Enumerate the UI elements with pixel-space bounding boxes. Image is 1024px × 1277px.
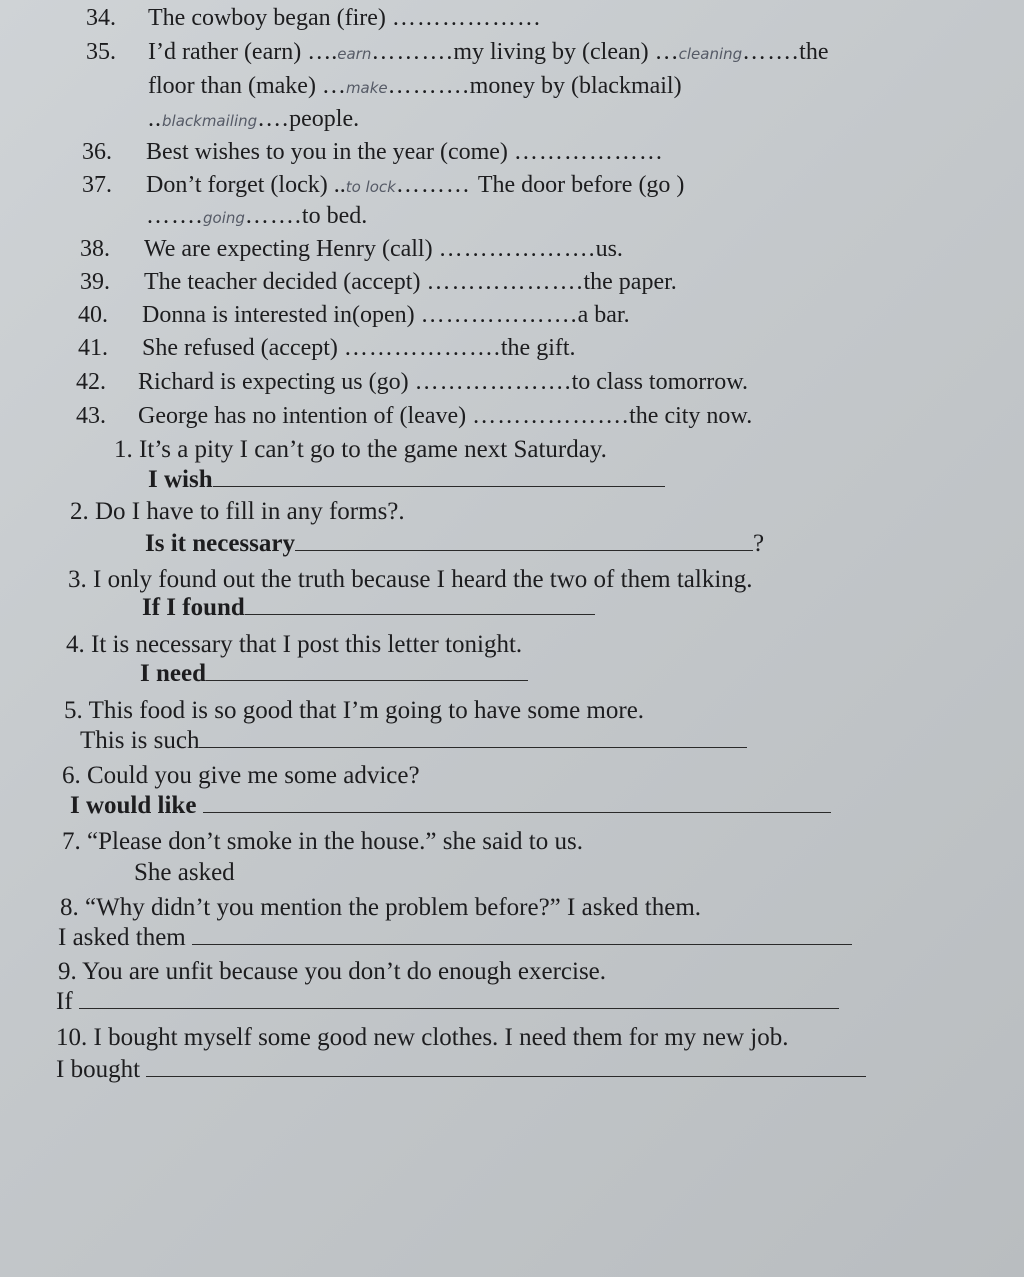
original-sentence: I only found out the truth because I heard the two of them talking. [93,566,753,593]
original-sentence: “Please don’t smoke in the house.” she said to us. [87,828,583,855]
answer-blank[interactable]: ………. [387,73,470,99]
exercise-item-39 [80,268,677,296]
answer-blank[interactable]: …. [257,106,290,132]
handwritten-answer: make [345,79,388,97]
item-text: Donna is interested in(open) [142,302,421,328]
answer-blank[interactable]: ………………. [438,236,596,262]
rewrite-item-2 [70,498,405,526]
rewrite-item-3 [68,566,753,594]
item-number: 38. [80,236,110,262]
rewrite-item-7 [62,828,583,856]
item-number: 35. [86,39,116,65]
item-number: 3. [68,566,87,593]
item-text: Richard is expecting us (go) [138,369,415,395]
item-number: 10. [56,1024,88,1051]
original-sentence: Do I have to fill in any forms?. [95,498,405,525]
answer-line[interactable] [213,468,665,487]
item-text: the paper. [583,269,677,295]
answer-prompt: I asked them [58,924,186,951]
exercise-item-37 [82,171,684,201]
answer-line[interactable] [79,990,839,1009]
answer-prompt: This is such [80,727,200,754]
answer-line[interactable] [146,1058,866,1077]
item-text: floor than (make) … [148,73,346,99]
question-mark: ? [752,530,765,557]
original-sentence: “Why didn’t you mention the problem before?” I asked them. [85,894,702,921]
rewrite-answer-6 [70,792,831,820]
exercise-item-40 [78,301,630,329]
exercise-item-43 [76,402,752,430]
rewrite-item-8 [60,894,701,922]
handwritten-answer: blackmailing [162,112,258,130]
item-text: Best wishes to you in the year (come) [146,139,514,165]
answer-prompt: I bought [56,1056,141,1083]
item-number: 4. [66,631,85,658]
rewrite-answer-7 [134,859,235,887]
answer-line[interactable] [203,794,831,813]
item-number: 42. [76,369,106,395]
item-number: 34. [86,5,116,31]
item-number: 2. [70,498,89,525]
rewrite-item-4 [66,631,522,659]
item-text: Don’t forget (lock) .. [146,172,346,198]
item-text: We are expecting Henry (call) [144,236,439,262]
item-number: 9. [58,958,77,985]
answer-blank[interactable]: ………………. [472,403,630,429]
exercise-item-34 [86,4,542,32]
answer-blank[interactable]: ……. [244,203,302,229]
answer-blank[interactable]: ………………. [343,335,501,361]
answer-line[interactable] [206,662,528,681]
rewrite-item-6 [62,762,420,790]
rewrite-answer-4 [140,660,528,688]
item-text: people. [289,106,360,132]
item-number: 36. [82,139,112,165]
original-sentence: This food is so good that I’m going to have some more. [88,697,645,724]
original-sentence: I bought myself some good new clothes. I need them for my new job. [93,1024,789,1051]
answer-prompt: If [56,988,73,1015]
exercise-item-35-cont [148,72,682,102]
answer-prompt: If I found [142,594,245,621]
item-text: to class tomorrow. [571,369,749,395]
handwritten-answer: cleaning [678,45,743,63]
answer-blank[interactable]: ……. [742,39,800,65]
answer-prompt: Is it necessary [145,530,295,557]
answer-blank[interactable]: ………………. [426,269,584,295]
answer-blank[interactable]: ………………. [414,369,572,395]
item-number: 7. [62,828,81,855]
item-text: a bar. [577,302,630,328]
answer-blank[interactable]: ……………… [513,139,664,165]
item-number: 6. [62,762,81,789]
rewrite-answer-1 [148,466,665,494]
item-text: my living by (clean) … [453,39,679,65]
item-text: She refused (accept) [142,335,344,361]
item-text: The teacher decided (accept) [144,269,427,295]
answer-prompt: She asked [134,859,235,886]
item-text: to bed. [301,203,368,229]
answer-line[interactable] [199,729,747,748]
answer-line[interactable] [245,596,595,615]
exercise-item-37-cont [146,202,367,232]
exercise-item-35 [86,38,829,68]
exercise-item-35-cont2 [148,105,359,135]
answer-blank[interactable]: ……. [146,203,203,229]
item-text: money by (blackmail) [469,73,682,99]
item-text: I’d rather (earn) …. [148,39,338,65]
item-number: 39. [80,269,110,295]
rewrite-answer-10 [56,1056,866,1084]
rewrite-answer-9 [56,988,839,1016]
rewrite-answer-2 [145,530,764,558]
handwritten-answer: earn [337,45,372,63]
answer-blank[interactable]: ……… [395,172,478,198]
item-number: 41. [78,335,108,361]
answer-prompt: I wish [148,466,213,493]
item-text: the [799,39,829,65]
item-text: us. [595,236,623,262]
exercise-item-38 [80,235,623,263]
answer-prompt: I need [140,660,206,687]
handwritten-answer: to lock [345,178,396,196]
exercise-item-42 [76,368,748,396]
item-text: the city now. [629,403,753,429]
rewrite-item-10 [56,1024,789,1052]
rewrite-item-1 [114,436,607,464]
answer-blank[interactable]: ………………. [420,302,578,328]
exercise-item-41 [78,334,576,362]
original-sentence: Could you give me some advice? [87,762,420,789]
rewrite-item-9 [58,958,606,986]
answer-blank[interactable]: ………. [371,39,454,65]
rewrite-answer-8 [58,924,852,952]
rewrite-answer-5 [80,727,747,755]
answer-line[interactable] [192,926,852,945]
rewrite-answer-3 [142,594,595,622]
item-number: 5. [64,697,83,724]
original-sentence: You are unfit because you don’t do enough exercise. [82,958,607,985]
answer-blank[interactable]: ……………… [391,5,542,31]
item-text: The cowboy began (fire) [148,5,392,31]
item-number: 43. [76,403,106,429]
handwritten-answer: going [203,209,245,227]
item-text: George has no intention of (leave) [138,403,473,429]
exercise-item-36 [82,138,664,166]
item-number: 8. [60,894,79,921]
answer-blank[interactable]: .. [148,106,162,132]
original-sentence: It’s a pity I can’t go to the game next Saturday. [139,436,607,463]
answer-prompt: I would like [70,792,197,819]
item-number: 37. [82,172,112,198]
rewrite-item-5 [64,697,644,725]
item-number: 1. [114,436,133,463]
item-text: the gift. [500,335,576,361]
answer-line[interactable] [295,532,753,551]
item-number: 40. [78,302,108,328]
original-sentence: It is necessary that I post this letter tonight. [91,631,523,658]
item-text: The door before (go ) [477,172,685,198]
